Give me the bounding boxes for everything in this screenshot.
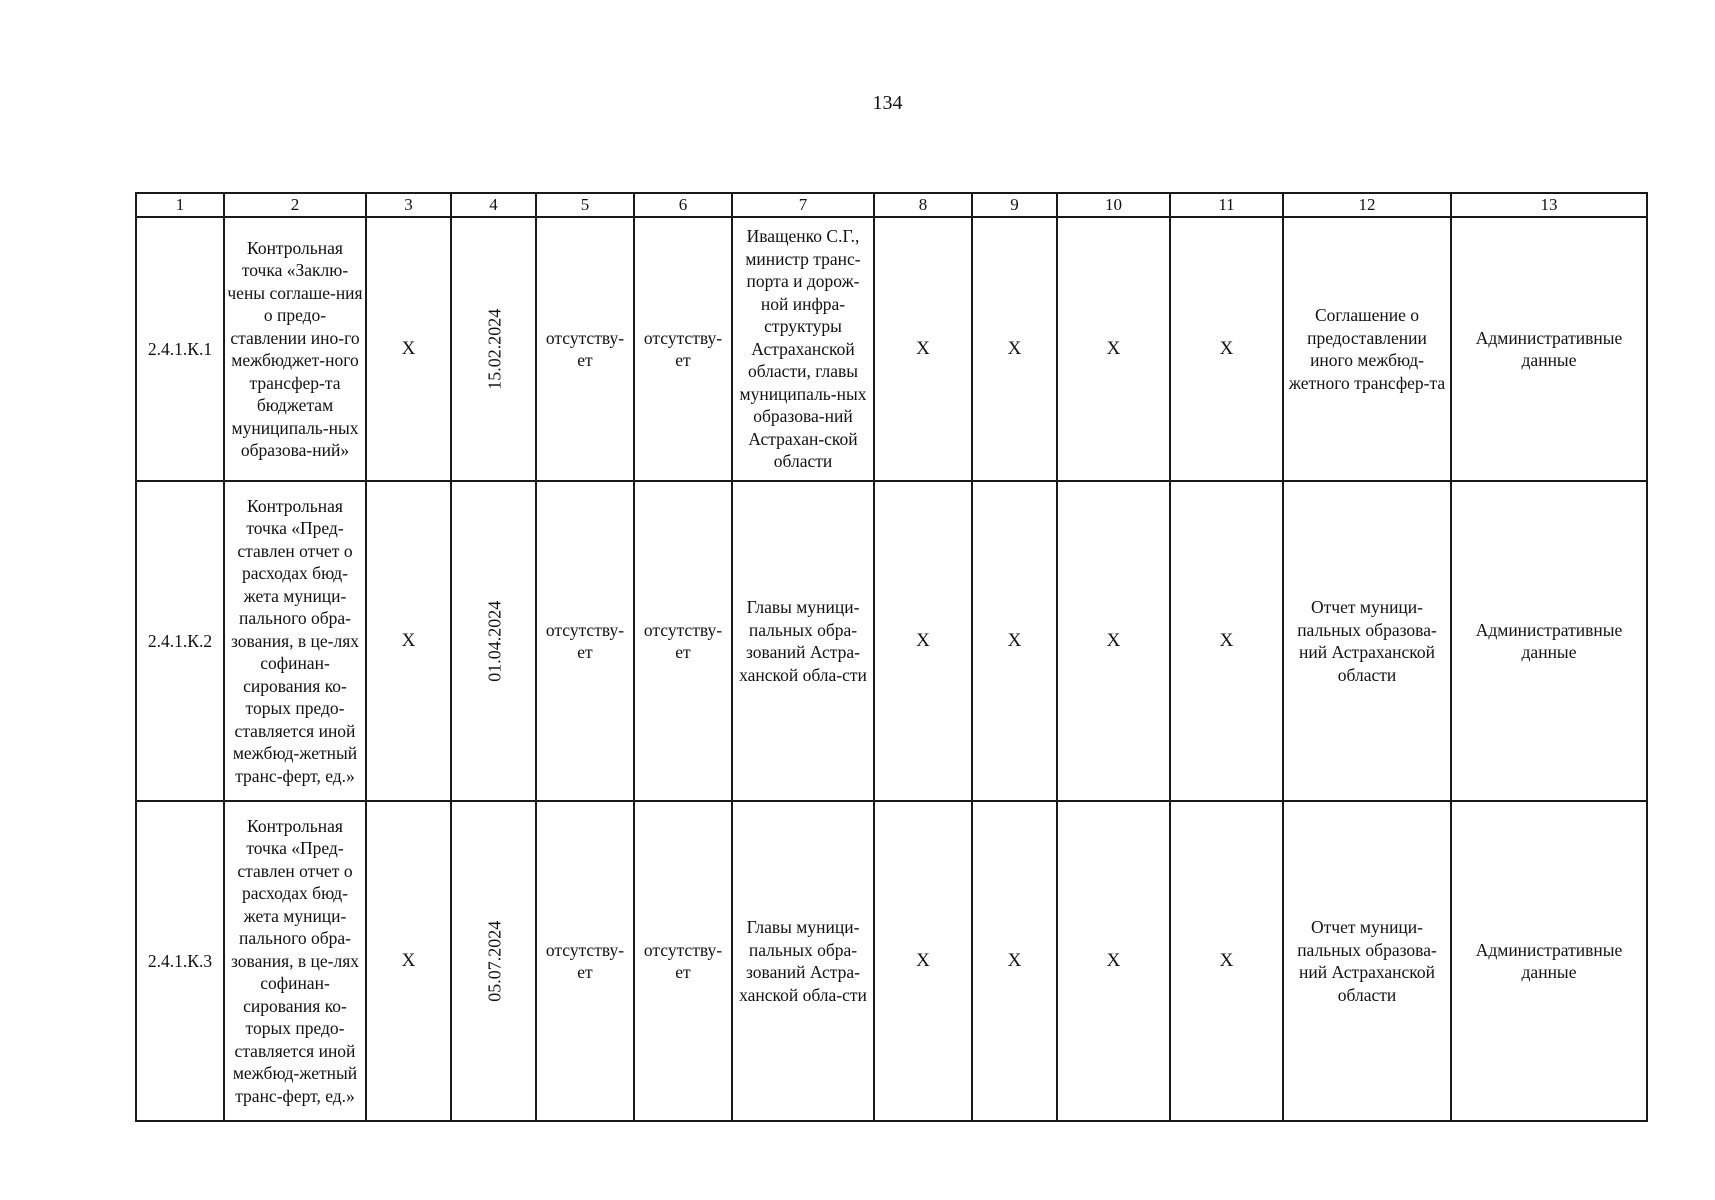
cell-col-3: X xyxy=(366,801,451,1121)
row-code-cell: 2.4.1.К.3 xyxy=(136,801,224,1121)
cell-col-5: отсутству-ет xyxy=(536,481,634,801)
control-points-table xyxy=(135,192,1648,1122)
table-row xyxy=(136,801,1647,1121)
column-header-1: 1 xyxy=(136,193,224,217)
cell-col-10: X xyxy=(1057,801,1170,1121)
cell-col-8: X xyxy=(874,481,972,801)
document-type-cell: Отчет муници-пальных образова-ний Астраханской области xyxy=(1283,801,1451,1121)
column-header-3: 3 xyxy=(366,193,451,217)
header-row xyxy=(136,193,1647,217)
row-code-cell: 2.4.1.К.2 xyxy=(136,481,224,801)
column-header-11: 11 xyxy=(1170,193,1283,217)
column-header-2: 2 xyxy=(224,193,366,217)
date-text: 05.07.2024 xyxy=(484,920,505,1002)
cell-col-6: отсутству-ет xyxy=(634,801,732,1121)
column-header-10: 10 xyxy=(1057,193,1170,217)
data-source-cell: Административные данные xyxy=(1451,801,1647,1121)
date-cell xyxy=(451,481,536,801)
cell-col-9: X xyxy=(972,801,1057,1121)
date-cell xyxy=(451,217,536,481)
date-text: 15.02.2024 xyxy=(484,308,505,390)
cell-col-9: X xyxy=(972,481,1057,801)
page-number: 134 xyxy=(872,92,903,114)
control-point-name-cell: Контрольная точка «Пред-ставлен отчет о расходах бюд-жета муници-пального обра-зования, в це-лях софинан-сирования ко-торых предо-ставляется иной межбюд-жетный транс-ферт, ед.» xyxy=(224,481,366,801)
column-header-8: 8 xyxy=(874,193,972,217)
cell-col-11: X xyxy=(1170,481,1283,801)
responsible-cell: Главы муници-пальных обра-зований Астра-ханской обла-сти xyxy=(732,801,874,1121)
table-row xyxy=(136,217,1647,481)
responsible-cell: Иващенко С.Г., министр транс-порта и дорож-ной инфра-структуры Астраханской области, главы муниципаль-ных образова-ний Астрахан-ской области xyxy=(732,217,874,481)
data-source-cell: Административные данные xyxy=(1451,217,1647,481)
cell-col-10: X xyxy=(1057,217,1170,481)
column-header-5: 5 xyxy=(536,193,634,217)
responsible-cell: Главы муници-пальных обра-зований Астра-ханской обла-сти xyxy=(732,481,874,801)
column-header-12: 12 xyxy=(1283,193,1451,217)
cell-col-6: отсутству-ет xyxy=(634,217,732,481)
cell-col-3: X xyxy=(366,217,451,481)
cell-col-6: отсутству-ет xyxy=(634,481,732,801)
row-code-cell: 2.4.1.К.1 xyxy=(136,217,224,481)
cell-col-8: X xyxy=(874,217,972,481)
cell-col-10: X xyxy=(1057,481,1170,801)
document-type-cell: Отчет муници-пальных образова-ний Астраханской области xyxy=(1283,481,1451,801)
control-point-name-cell: Контрольная точка «Пред-ставлен отчет о расходах бюд-жета муници-пального обра-зования, в це-лях софинан-сирования ко-торых предо-ставляется иной межбюд-жетный транс-ферт, ед.» xyxy=(224,801,366,1121)
document-type-cell: Соглашение о предоставлении иного межбюд-жетного трансфер-та xyxy=(1283,217,1451,481)
column-header-6: 6 xyxy=(634,193,732,217)
cell-col-5: отсутству-ет xyxy=(536,217,634,481)
data-source-cell: Административные данные xyxy=(1451,481,1647,801)
column-header-9: 9 xyxy=(972,193,1057,217)
cell-col-9: X xyxy=(972,217,1057,481)
cell-col-5: отсутству-ет xyxy=(536,801,634,1121)
cell-col-11: X xyxy=(1170,801,1283,1121)
column-header-7: 7 xyxy=(732,193,874,217)
control-points-table-wrapper xyxy=(135,192,1646,1122)
date-cell xyxy=(451,801,536,1121)
cell-col-3: X xyxy=(366,481,451,801)
control-point-name-cell: Контрольная точка «Заклю-чены соглаше-ния о предо-ставлении ино-го межбюджет-ного трансфер-та бюджетам муниципаль-ных образова-ний» xyxy=(224,217,366,481)
column-header-13: 13 xyxy=(1451,193,1647,217)
cell-col-11: X xyxy=(1170,217,1283,481)
table-row xyxy=(136,481,1647,801)
cell-col-8: X xyxy=(874,801,972,1121)
column-header-4: 4 xyxy=(451,193,536,217)
date-text: 01.04.2024 xyxy=(484,600,505,682)
